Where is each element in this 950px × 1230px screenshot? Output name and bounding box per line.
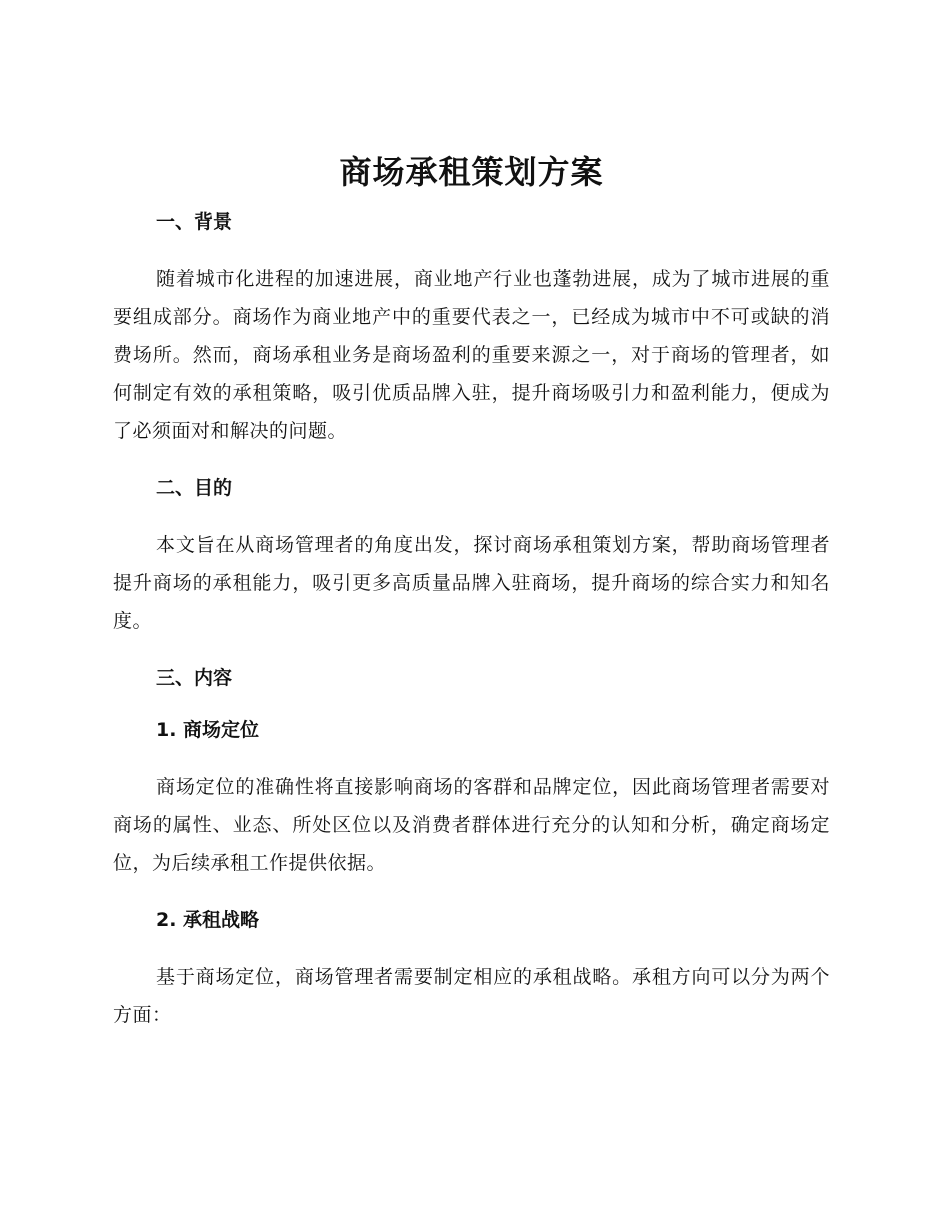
subsection-heading-positioning: 1. 商场定位 xyxy=(156,719,260,741)
paragraph-purpose: 本文旨在从商场管理者的角度出发，探讨商场承租策划方案，帮助商场管理者提升商场的承租能力，吸引更多高质量品牌入驻商场，提升商场的综合实力和知名度。 xyxy=(113,534,830,632)
paragraph-positioning: 商场定位的准确性将直接影响商场的客群和品牌定位，因此商场管理者需要对商场的属性、业态、所处区位以及消费者群体进行充分的认知和分析，确定商场定位，为后续承租工作提供依据。 xyxy=(113,776,830,874)
section-heading-purpose: 二、目的 xyxy=(156,477,233,499)
document-page xyxy=(113,150,830,1058)
paragraph-background: 随着城市化进程的加速进展，商业地产行业也蓬勃进展，成为了城市进展的重要组成部分。商场作为商业地产中的重要代表之一，已经成为城市中不可或缺的消费场所。然而，商场承租业务是商场盈利的重要来源之一，对于商场的管理者，如何制定有效的承租策略，吸引优质品牌入驻，提升商场吸引力和盈利能力，便成为了必须面对和解决的问题。 xyxy=(113,268,830,442)
section-heading-background: 一、背景 xyxy=(156,211,233,233)
paragraph-strategy: 基于商场定位，商场管理者需要制定相应的承租战略。承租方向可以分为两个方面： xyxy=(113,966,830,1026)
section-heading-content: 三、内容 xyxy=(156,667,233,689)
subsection-heading-strategy: 2. 承租战略 xyxy=(156,909,260,931)
document-title: 商场承租策划方案 xyxy=(339,153,604,191)
